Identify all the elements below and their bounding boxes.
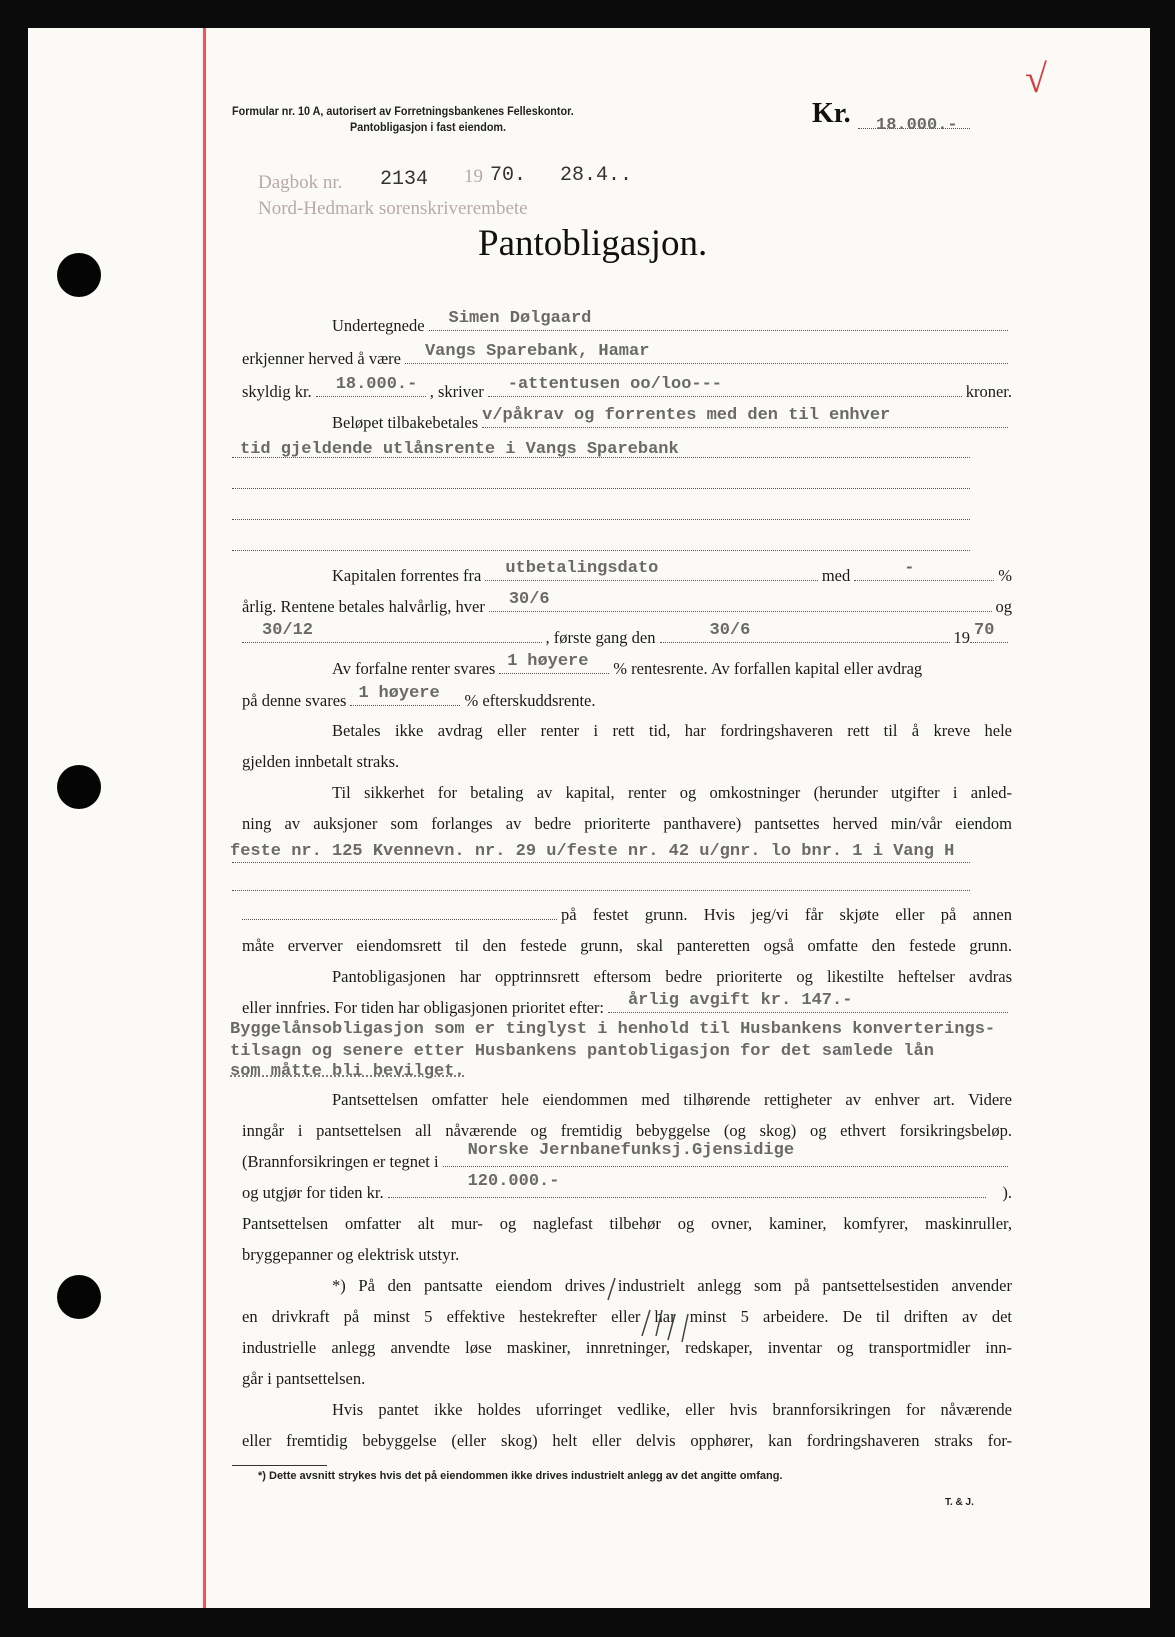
label: Kapitalen forrentes fra [332,566,482,585]
first-date-field [660,621,950,643]
interest-row [242,559,1012,586]
body-text: ning av auksjoner som forlanges av bedre prioriterte panthavere) pantsettes herved min/vår eiendom [242,814,1012,833]
punch-hole [57,1275,101,1319]
check-mark: √ [1025,56,1047,101]
value: 1 [358,684,369,703]
amount-words-field [488,375,962,397]
label: årlig. Rentene betales halvårlig, hver [242,597,485,616]
creditor-field [405,342,1008,364]
compound-interest-row [242,652,1012,679]
insurer-field [443,1141,1008,1167]
value: - [904,559,915,578]
label: Beløpet tilbakebetales [332,413,479,432]
body-text: industrielle anlegg anvendte løse maskiner, innretninger, redskaper, inventar og transportmidler inn- [242,1338,1012,1357]
year-prefix: 19 [464,166,483,187]
blank-line [232,457,970,458]
body-text: Hvis pantet ikke holdes uforringet vedlike, eller hvis brannforsikringen for nåværende [332,1400,1012,1419]
body-text: Betales ikke avdrag eller renter i rett tid, har fordringshaveren rett til å kreve hele [332,721,1012,740]
value: 30/6 [508,590,550,609]
body-text: Pantsettelsen omfatter hele eiendommen med tilhørende rettigheter av enhver art. Videre [332,1090,1012,1109]
compound-field [499,652,609,674]
label: eller innfries. For tiden har obligasjonen prioritet efter: [242,998,604,1017]
blank-line [232,890,970,891]
printer-mark: T. & J. [945,1497,974,1508]
undertegnede-field [429,309,1008,331]
label: Undertegnede [332,316,425,335]
body-text: på festet grunn. Hvis jeg/vi får skjøte eller på annen [561,905,1012,924]
body-text: måte erverver eiendomsrett til den festede grunn, skal panteretten også omfatte den festede grunn. [242,936,1012,955]
value: Vangs Sparebank, Hamar [424,342,650,361]
strike-marks [470,1270,730,1350]
date2-field [242,621,542,643]
value: 18.000.- [335,375,418,394]
body-text: inngår i pantsettelsen all nåværende og fremtidig bebyggelse (og skog) og ethvert forsikringsbeløp. [242,1121,1012,1140]
footnote-rule [232,1465,327,1466]
label: skyldig kr. [242,382,312,401]
dagbok-nr: 2134 [380,168,429,191]
property-value: feste nr. 125 Kvennevn. nr. 29 u/feste nr. 42 u/gnr. lo bnr. 1 i Vang H [230,842,955,861]
value: 70 [974,621,995,640]
margin-line [203,28,206,1608]
blank-line [232,550,970,551]
priority-field [608,991,1008,1013]
priority-detail: tilsagn og senere etter Husbankens pantobligasjon for det samlede lån [230,1042,934,1061]
blank-line [232,519,970,520]
undertegnede-row [242,309,1012,336]
blank-line [232,488,970,489]
punch-hole [57,765,101,809]
value-note: høyere [378,684,440,703]
leasehold-row [242,905,1012,925]
insured-amount-field [388,1172,987,1198]
kr-label: Kr. [812,98,851,129]
amount-field [316,375,426,397]
body-text: bryggepanner og elektrisk utstyr. [242,1245,460,1264]
body-text: Til sikkerhet for betaling av kapital, renter og omkostninger (herunder utgifter i anled- [332,783,1012,802]
label: (Brannforsikringen er tegnet i [242,1152,439,1171]
late-interest-row [242,684,1012,711]
label: kroner. [965,382,1012,401]
stamp-date: 28.4.. [560,164,633,187]
property-field [232,862,970,863]
interest-from-field [485,559,817,581]
value: Norske Jernbanefunksj.Gjensidige [467,1141,795,1160]
priority-row [242,991,1012,1018]
body-text: en drivkraft på minst 5 effektive hestekrefter eller har minst 5 arbeidere. De til driften av det [242,1307,1012,1326]
label: og utgjør for tiden kr. [242,1183,384,1202]
stamp-year: 70. [490,164,527,187]
payment-row [242,590,1012,617]
amount-row [242,375,1012,402]
form-header-line2: Pantobligasjon i fast eiendom. [350,120,507,134]
body-text: Pantsettelsen omfatter alt mur- og naglefast tilbehør og ovner, kaminer, komfyrer, maskinruller, [242,1214,1012,1233]
label: erkjenner herved å være [242,349,401,368]
value: 30/12 [262,621,314,640]
value: 1 [507,652,518,671]
insurer-row [242,1141,1012,1172]
form-header-line1: Formular nr. 10 A, autorisert av Forretningsbankenes Felleskontor. [232,104,574,118]
repayment-row [242,406,1012,433]
office-stamp: Nord-Hedmark sorenskriverembete [258,198,528,219]
value-note: høyere [527,652,589,671]
value: -attentusen oo/loo--- [507,375,723,394]
punch-hole [57,253,101,297]
body-text: går i pantsettelsen. [242,1369,366,1388]
repayment-line2: tid gjeldende utlånsrente i Vangs Sparebank [240,440,679,459]
creditor-row [242,342,1012,369]
label: på denne svares [242,691,347,710]
priority-detail: som måtte bli bevilget. [230,1062,465,1081]
first-year-field [970,621,1008,643]
label: % efterskuddsrente. [464,691,596,710]
page-title: Pantobligasjon. [478,223,708,264]
insured-amount-row [242,1172,1012,1203]
value: 120.000.- [467,1172,560,1191]
label: , første gang den [545,628,656,647]
label: , skriver [429,382,484,401]
label: Av forfalne renter svares [332,659,496,678]
label: % [998,566,1012,585]
body-text: gjelden innbetalt straks. [242,752,400,771]
dagbok-label: Dagbok nr. [258,172,343,193]
repayment-field [482,406,1008,428]
blank-field [242,918,557,920]
body-text: *) På den pantsatte eiendom drives industrielt anlegg som på pantsettelsestiden anvender [332,1276,1012,1295]
body-text: eller fremtidig bebyggelse (eller skog) helt eller delvis opphører, kan fordringshaveren straks for- [242,1431,1012,1450]
first-payment-row [242,621,1012,648]
rate-field [854,559,994,581]
label: med [821,566,851,585]
kr-value: 18.000.- [876,116,958,135]
priority-detail: Byggelånsobligasjon som er tinglyst i henhold til Husbankens konverterings- [230,1020,996,1039]
label: 19 [953,628,970,647]
body-text: Pantobligasjonen har opptrinnsrett eftersom bedre prioriterte og likestilte heftelser avdras [332,967,1012,986]
date1-field [489,590,992,612]
value: årlig avgift kr. 147.- [627,991,853,1010]
footnote: *) Dette avsnitt strykes hvis det på eiendommen ikke drives industrielt anlegg av det angitte omfang. [258,1470,783,1482]
value: utbetalingsdato [505,559,659,578]
value: v/påkrav og forrentes med den til enhver [482,406,891,425]
label: ). [1002,1183,1012,1202]
label: % rentesrente. Av forfallen kapital eller avdrag [613,659,923,678]
value: 30/6 [709,621,751,640]
label: og [995,597,1012,616]
value: Simen Dølgaard [448,309,592,328]
late-interest-field [350,684,460,706]
